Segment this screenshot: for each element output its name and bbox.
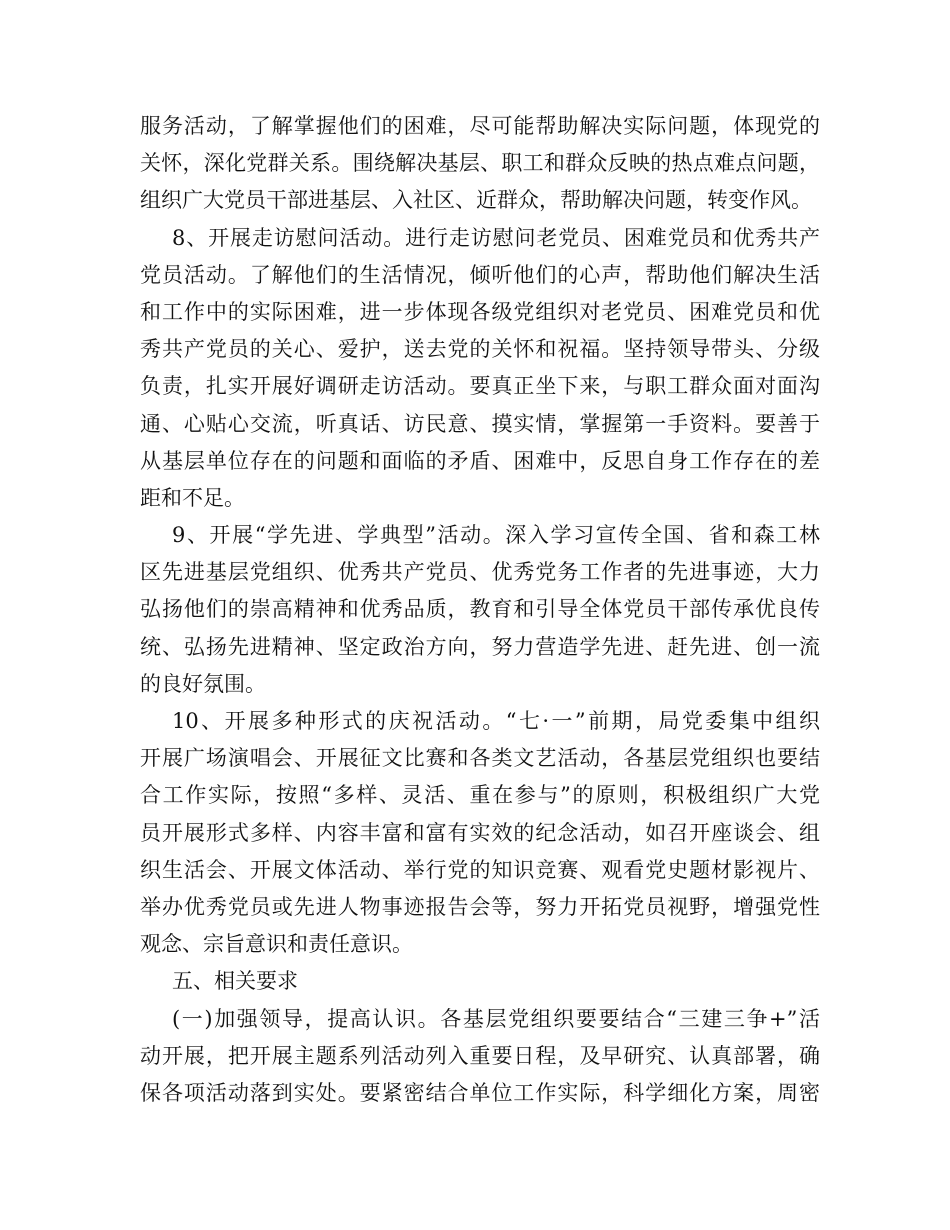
text-line: 的良好氛围。 (140, 671, 266, 696)
text-line: 组织广大党员干部进基层、入社区、近群众，帮助解决问题，转变作风。 (140, 188, 812, 213)
text-line: 观念、宗旨意识和责任意识。 (140, 932, 413, 957)
text-line: 关怀，深化党群关系。围绕解决基层、职工和群众反映的热点难点问题， (140, 151, 820, 176)
text-line: 9、开展“学先进、学典型”活动。深入学习宣传全国、省和森工林 (172, 523, 820, 548)
text-line: 8、开展走访慰问活动。进行走访慰问老党员、困难党员和优秀共产 (172, 225, 820, 250)
text-line: 统、弘扬先进精神、坚定政治方向，努力营造学先进、赶先进、创一流 (140, 634, 820, 659)
text-line: 合工作实际，按照“多样、灵活、重在参与”的原则，积极组织广大党 (140, 783, 820, 808)
text-line: 通、心贴心交流，听真话、访民意、摸实情，掌握第一手资料。要善于 (140, 411, 820, 436)
text-line: 动开展，把开展主题系列活动列入重要日程，及早研究、认真部署，确 (140, 1043, 820, 1068)
text-line: 举办优秀党员或先进人物事迹报告会等，努力开拓党员视野，增强党性 (140, 894, 820, 919)
text-line: 从基层单位存在的问题和面临的矛盾、困难中，反思自身工作存在的差 (140, 448, 820, 473)
text-line: 弘扬他们的崇高精神和优秀品质，教育和引导全体党员干部传承优良传 (140, 597, 820, 622)
text-line: 区先进基层党组织、优秀共产党员、优秀党务工作者的先进事迹，大力 (140, 560, 820, 585)
document-body (140, 108, 820, 1112)
text-line: 服务活动，了解掌握他们的困难，尽可能帮助解决实际问题，体现党的 (140, 114, 820, 138)
text-line: 保各项活动落到实处。要紧密结合单位工作实际，科学细化方案，周密 (140, 1080, 820, 1105)
section-heading: 五、相关要求 (172, 969, 298, 994)
text-line: 距和不足。 (140, 485, 245, 510)
text-line: 秀共产党员的关心、爱护，送去党的关怀和祝福。坚持领导带头、分级 (140, 337, 820, 362)
text-line: (一)加强领导，提高认识。各基层党组织要要结合“三建三争+”活 (172, 1006, 820, 1031)
text-line: 10、开展多种形式的庆祝活动。“七·一”前期，局党委集中组织 (172, 709, 820, 733)
text-line: 员开展形式多样、内容丰富和富有实效的纪念活动，如召开座谈会、组 (140, 820, 820, 845)
text-line: 党员活动。了解他们的生活情况，倾听他们的心声，帮助他们解决生活 (140, 262, 820, 287)
text-line: 开展广场演唱会、开展征文比赛和各类文艺活动，各基层党组织也要结 (140, 746, 820, 771)
text-line: 织生活会、开展文体活动、举行党的知识竞赛、观看党史题材影视片、 (140, 857, 820, 882)
text-line: 负责，扎实开展好调研走访活动。要真正坐下来，与职工群众面对面沟 (140, 374, 820, 399)
text-line: 和工作中的实际困难，进一步体现各级党组织对老党员、困难党员和优 (140, 299, 820, 324)
